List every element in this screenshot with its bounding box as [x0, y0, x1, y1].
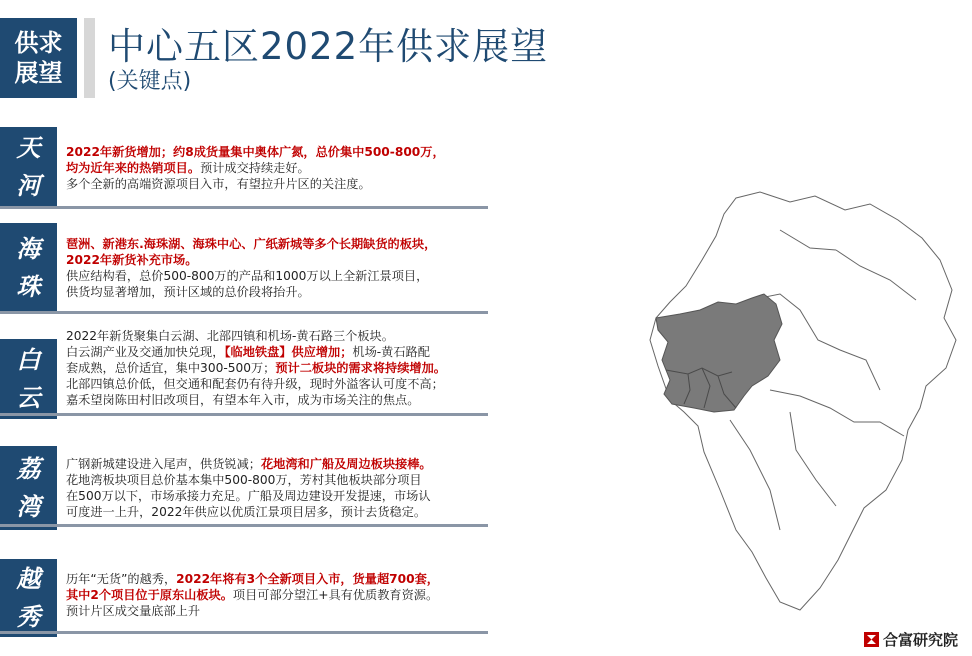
highlight-text: 预计二板块的需求将持续增加。	[275, 361, 446, 375]
district-tab	[0, 446, 57, 530]
district-tab	[0, 339, 57, 419]
section-divider	[0, 631, 488, 634]
badge-line-1: 供求	[14, 29, 63, 57]
district-text	[66, 571, 486, 619]
district-name-char: 秀	[16, 602, 41, 631]
body-text: 可度进一上升，2022年供应以优质江景项目居多，预计去货稳定。	[66, 505, 427, 519]
body-text: 预计片区成交量底部上升	[66, 604, 201, 618]
body-text: 在500万以下，市场承接力充足。广船及周边建设开发提速，市场认	[66, 489, 431, 503]
district-name-char: 河	[16, 170, 41, 200]
title-divider	[84, 18, 95, 98]
section-divider	[0, 413, 488, 416]
body-text: 供应结构看，总价500-800万的产品和1000万以上全新江景项目，	[66, 269, 429, 283]
district-tianhe	[0, 127, 488, 211]
district-name-char: 越	[16, 564, 41, 593]
body-text: 花地湾板块项目总价基本集中500-800万，芳村其他板块部分项目	[66, 473, 422, 487]
highlight-text: 2022年将有3个全新项目入市，货量超700套，	[176, 572, 439, 586]
highlight-text: 琶洲、新港东.海珠湖、海珠中心、广纸新城等多个长期缺货的板块，	[66, 237, 437, 251]
highlight-text: 【临地铁盘】供应增加；	[224, 345, 353, 359]
district-name-char: 珠	[16, 271, 41, 301]
body-text: 2022年新货聚集白云湖、北部四镇和机场-黄石路三个板块。	[66, 329, 394, 343]
body-text: 嘉禾望岗陈田村旧改项目，有望本年入市，成为市场关注的焦点。	[66, 393, 420, 407]
body-text: 北部四镇总价低，但交通和配套仍有待升级，现时外溢客认可度不高；	[66, 377, 444, 391]
body-text: 历年“无货”的越秀，	[66, 572, 177, 586]
district-text	[66, 456, 486, 520]
body-text: 预计成交持续走好。	[200, 161, 310, 175]
highlight-text: 均为近年来的热销项目。	[66, 161, 201, 175]
highlight-text: 花地湾和广船及周边板块接棒。	[261, 457, 432, 471]
district-yuexiu	[0, 555, 488, 639]
district-text	[66, 328, 486, 408]
district-name-char: 海	[16, 233, 41, 263]
body-text: 套成熟，总价适宜，集中300-500万；	[66, 361, 276, 375]
page-subtitle: (关键点)	[108, 69, 192, 94]
brand-logo-icon	[864, 632, 879, 647]
district-name-char: 湾	[16, 492, 41, 521]
map-svg	[640, 190, 960, 630]
district-name-char: 天	[16, 132, 41, 162]
section-divider	[0, 206, 488, 209]
body-text: 广钢新城建设进入尾声，供货锐减；	[66, 457, 261, 471]
district-text	[66, 236, 486, 300]
district-tab	[0, 127, 57, 206]
district-tab	[0, 223, 57, 312]
district-name-char: 云	[16, 383, 41, 412]
district-baiyun	[0, 323, 488, 419]
district-haizhu	[0, 223, 488, 313]
page-title: 中心五区2022年供求展望	[108, 25, 549, 68]
body-text: 白云湖产业及交通加快兑现，	[66, 345, 225, 359]
brand-name: 合富研究院	[882, 631, 958, 649]
highlight-text: 其中2个项目位于原东山板块。	[66, 588, 233, 602]
body-text: 机场-黄石路配	[352, 345, 430, 359]
district-text	[66, 144, 486, 192]
district-name-char: 荔	[16, 454, 41, 483]
body-text: 多个全新的高端资源项目入市，有望拉升片区的关注度。	[66, 177, 371, 191]
body-text: 供货均显著增加，预计区域的总价段将抬升。	[66, 285, 310, 299]
section-badge	[0, 18, 77, 98]
district-name-char: 白	[16, 345, 41, 374]
section-divider	[0, 524, 488, 527]
guangzhou-map	[640, 190, 960, 630]
section-divider	[0, 311, 488, 314]
body-text: 项目可部分望江+具有优质教育资源。	[232, 588, 439, 602]
badge-line-2: 展望	[14, 59, 63, 87]
district-liwan	[0, 440, 488, 530]
district-tab	[0, 559, 57, 637]
brand-footer	[864, 629, 958, 650]
highlight-text: 2022年新货增加；约8成货量集中奥体广氮，总价集中500-800万，	[66, 145, 445, 159]
highlight-text: 2022年新货补充市场。	[66, 253, 198, 267]
